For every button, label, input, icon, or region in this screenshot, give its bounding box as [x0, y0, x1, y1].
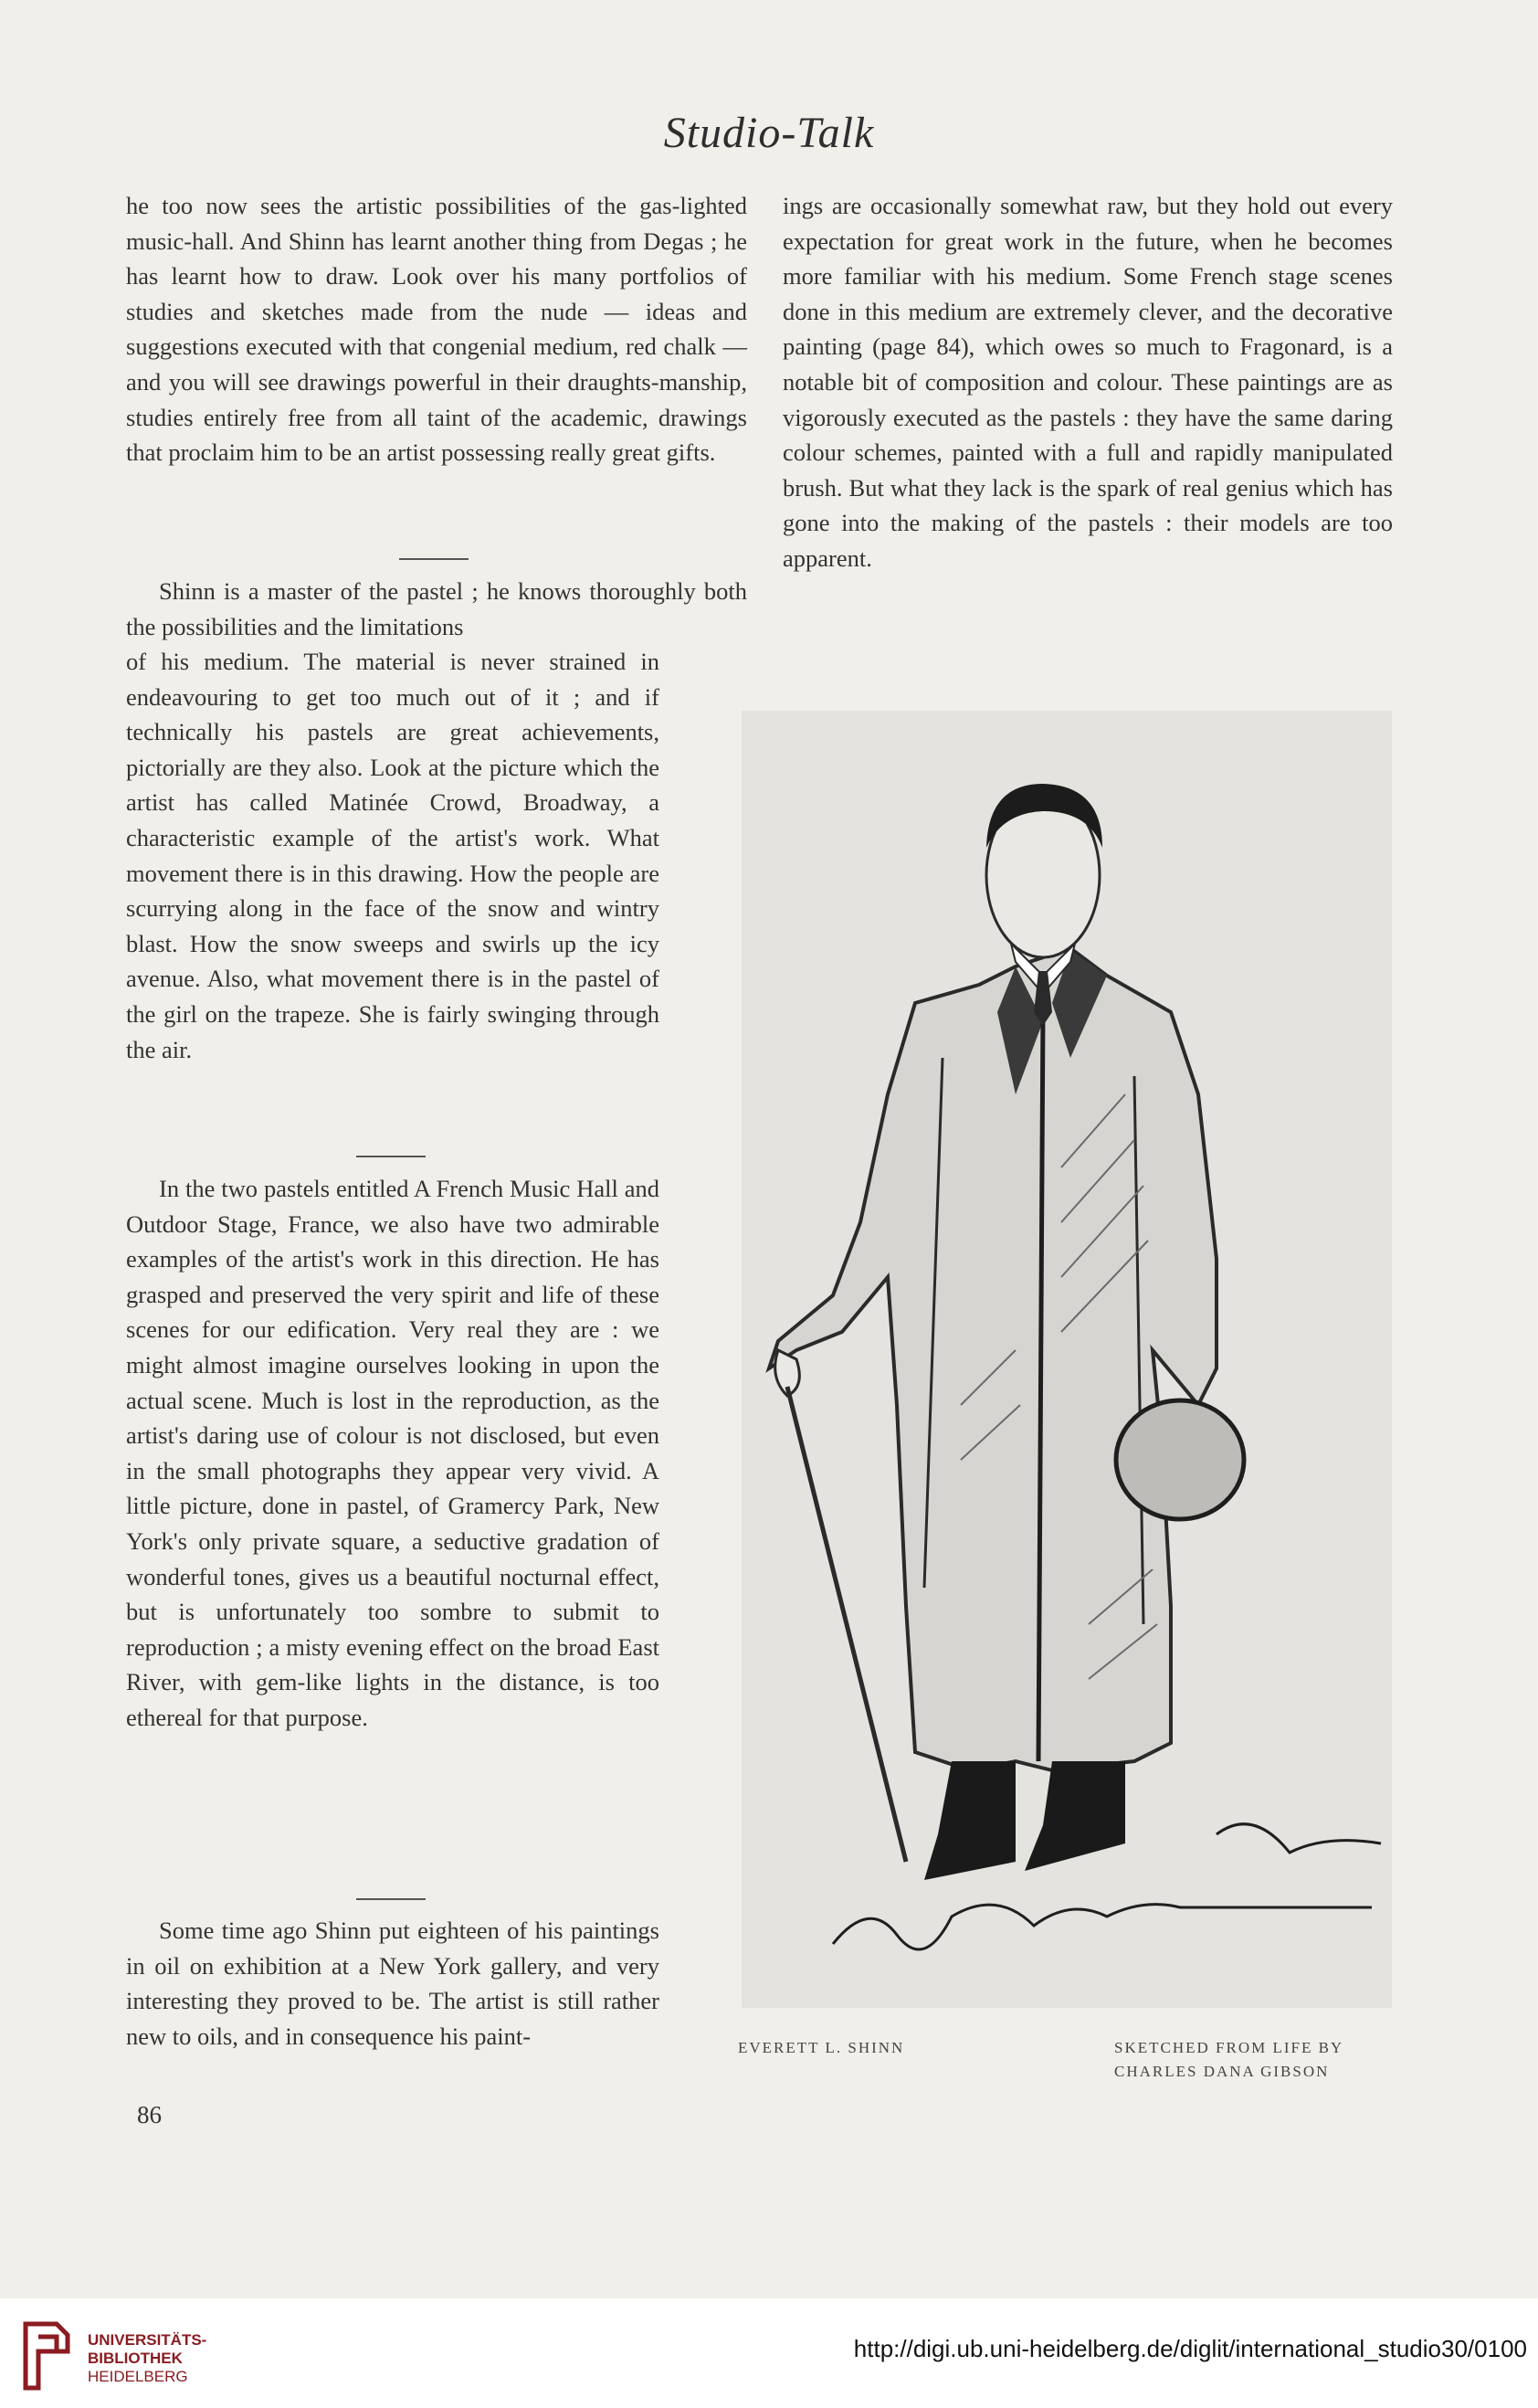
library-name	[88, 2331, 206, 2386]
paragraph-4-block	[126, 1913, 659, 2054]
paragraph-1: he too now sees the artistic possibilities of the gas-lighted music-hall. And Shinn has learnt another thing from Degas ; he has learnt how to draw. Look over his many portfolios of studies and sketches made from the nude — ideas and suggestions executed with that congenial medium, red chalk — and you will see drawings powerful in their draughts-manship, studies entirely free from all taint of the academic, drawings that proclaim him to be an artist possessing really great gifts.	[126, 192, 747, 467]
library-line-1: UNIVERSITÄTS-	[88, 2331, 207, 2349]
paragraph-3: In the two pastels entitled A French Music Hall and Outdoor Stage, France, we also have two admirable examples of the artist's work in this direction. He has grasped and preserved the very spirit and life of these scenes for our edification. Very real they are : we might almost imagine ourselves looking in upon the actual scene. Much is lost in the reproduction, as the artist's daring use of colour is not disclosed, but even in the small photographs they appear very vivid. A little picture, done in pastel, of Gramercy Park, New York's only private square, a seductive gradation of wonderful tones, gives us a beautiful nocturnal effect, but is unfortunately too sombre to submit to reproduction ; a misty evening effect on the broad East River, with gem-like lights in the distance, is too ethereal for that purpose.	[126, 1175, 659, 1731]
paragraph-2: of his medium. The material is never strained in endeavouring to get too much out of it ; and if technically his pastels are great achievements, pictorially are they also. Look at the picture which the artist has called Matinée Crowd, Broadway, a characteristic example of the artist's work. What movement there is in this drawing. How the people are scurrying along in the face of the snow and wintry blast. How the snow sweeps and swirls up the icy avenue. Also, what movement there is in the pastel of the girl on the trapeze. She is fairly swinging through the air.	[126, 648, 659, 1063]
gibson-sketch-illustration	[742, 711, 1392, 2008]
caption-subject: EVERETT L. SHINN	[738, 2039, 905, 2056]
library-line-2: BIBLIOTHEK	[88, 2350, 183, 2367]
paragraph-4: Some time ago Shinn put eighteen of his paintings in oil on exhibition at a New York gallery, and very interesting they proved to be. The artist is still rather new to oils, and in consequence his paint-	[126, 1917, 659, 2050]
right-column-text	[783, 188, 1393, 576]
section-rule	[399, 558, 469, 560]
digitization-footer	[0, 2298, 1538, 2408]
section-rule	[356, 1898, 426, 1900]
paragraph-2-lead-block	[126, 574, 747, 644]
signature-text: to Shinn from his friend Gibson	[824, 1990, 836, 1991]
section-rule	[356, 1156, 426, 1157]
paragraph-3-block	[126, 1171, 659, 1736]
paragraph-right: ings are occasionally somewhat raw, but they hold out every expectation for great work in the future, when he becomes more familiar with his medium. Some French stage scenes done in this medium are extremely clever, and the decorative painting (page 84), which owes so much to Fragonard, is a notable bit of composition and colour. These paintings are as vigorously executed as the pastels : they have the same daring colour schemes, painted with a full and rapidly manipulated brush. But what they lack is the spark of real genius which has gone into the making of the pastels : their models are too apparent.	[783, 192, 1393, 572]
left-column-text	[126, 188, 747, 470]
caption-credit-line-2: CHARLES DANA GIBSON	[1114, 2063, 1330, 2080]
page-number: 86	[137, 2101, 162, 2128]
sketch-drawing	[742, 711, 1392, 2008]
library-line-3: HEIDELBERG	[88, 2368, 188, 2385]
source-url-link[interactable]: http://digi.ub.uni-heidelberg.de/diglit/international_studio30/0100	[853, 2335, 1527, 2362]
paragraph-2-lead: Shinn is a master of the pastel ; he knows thoroughly both the possibilities and the limitations	[126, 577, 747, 640]
running-head: Studio-Talk	[663, 109, 875, 157]
paragraph-2-block	[126, 644, 659, 1067]
caption-credit-line-1: SKETCHED FROM LIFE BY	[1114, 2039, 1344, 2056]
library-logo-icon	[20, 2315, 73, 2393]
